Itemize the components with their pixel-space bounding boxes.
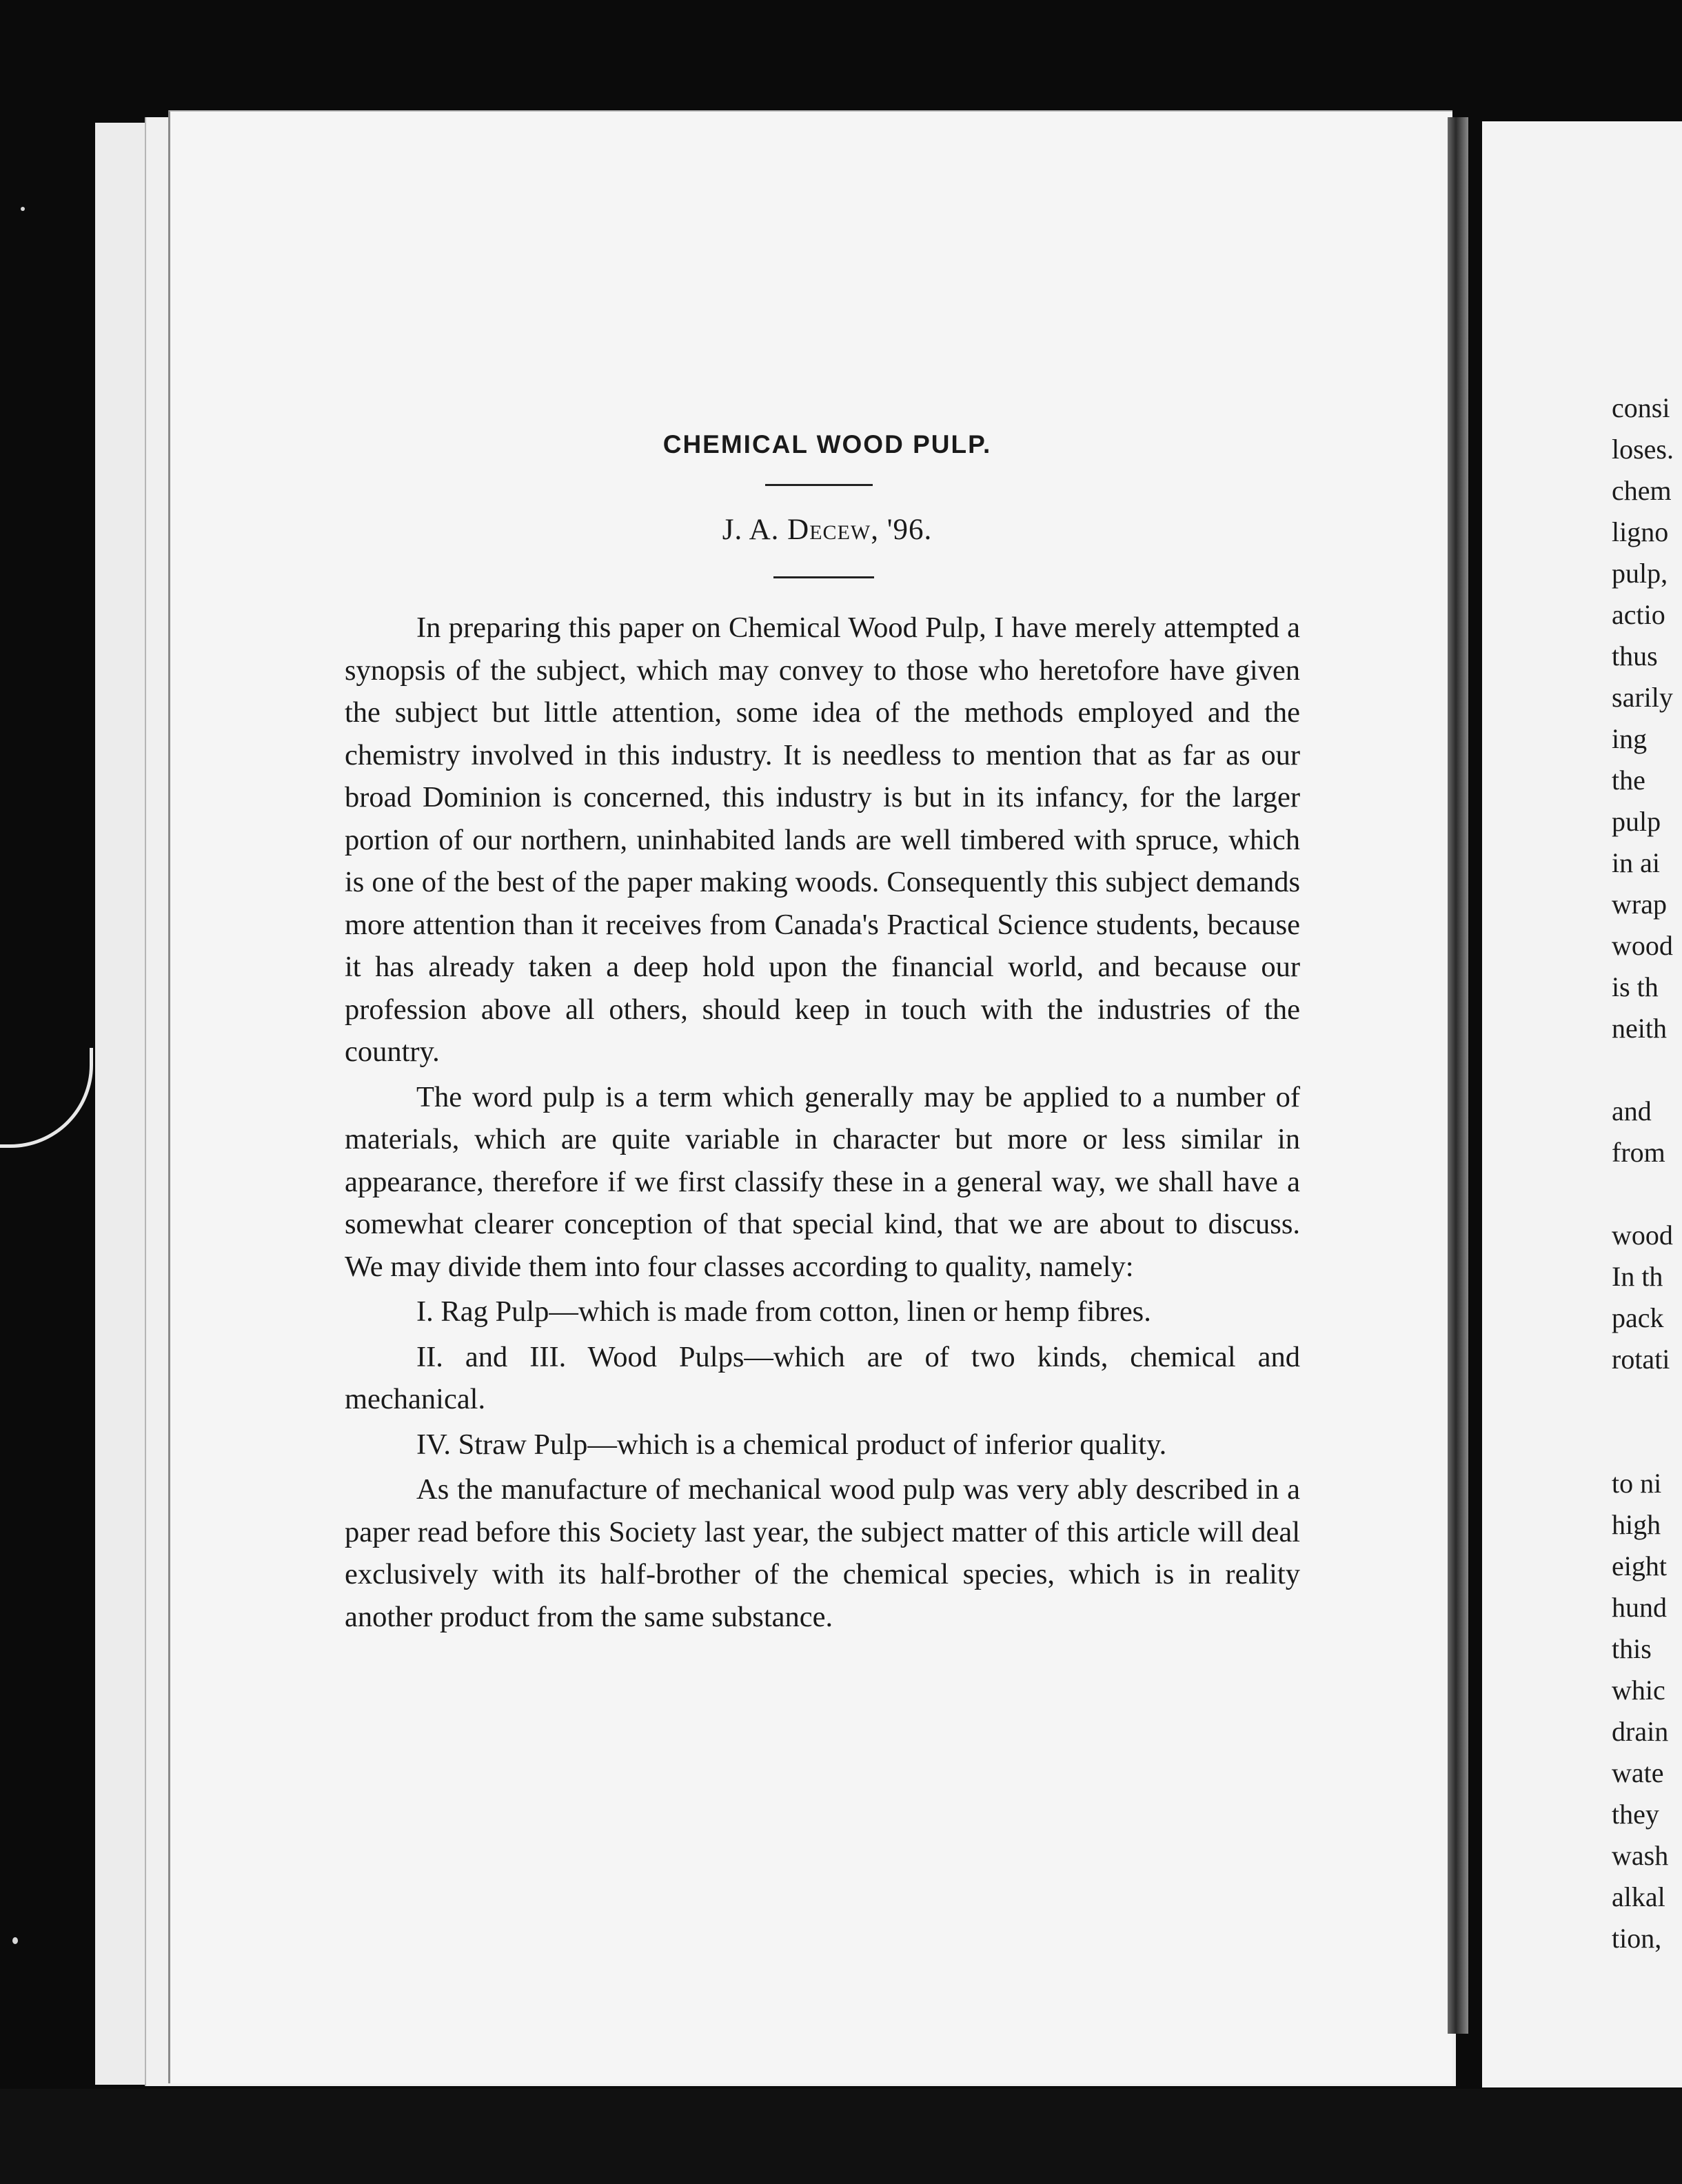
book-gutter (1448, 117, 1468, 2034)
facing-page-line: wood (1612, 1220, 1673, 1251)
facing-page-line: rotati (1612, 1344, 1670, 1375)
title-rule (765, 484, 873, 486)
facing-page-line: in ai (1612, 847, 1660, 878)
author-year: , '96. (871, 514, 933, 546)
facing-page-line: thus (1612, 640, 1658, 671)
facing-page-line: wood (1612, 930, 1673, 961)
facing-page-line: is th (1612, 971, 1659, 1002)
facing-page-line: hund (1612, 1592, 1667, 1623)
page-curl-edge (0, 1048, 93, 1148)
paragraph-intro: In preparing this paper on Chemical Wood Pulp, I have merely attempted a synopsis of the subject, which may convey to those who heretofore have given the subject but little attention, some idea of the methods employed and the chemistry involved in this industry. It is needless to mention that as far as our broad Dominion is concerned, this industry is but in its infancy, for the larger portion of our northern, uninhabited lands are well timbered with spruce, which is one of the best of the paper making woods. Consequently this subject demands more attention than it receives from Canada's Practical Science students, because it has already taken a deep hold upon the financial world, and because our profession above all others, should keep in touch with the industries of the country. (345, 611, 1300, 1068)
scan-speck (12, 1937, 18, 1944)
facing-page-line: pack (1612, 1302, 1664, 1333)
facing-page-line: they (1612, 1799, 1659, 1830)
facing-page-line: pulp (1612, 806, 1661, 837)
paragraph-rag-pulp: I. Rag Pulp—which is made from cotton, linen or hemp fibres. (416, 1295, 1151, 1328)
facing-page-line: from (1612, 1137, 1665, 1168)
facing-page-line: In th (1612, 1261, 1663, 1292)
facing-page-line: wash (1612, 1840, 1669, 1871)
facing-page-line: pulp, (1612, 558, 1668, 589)
facing-page-line: ing (1612, 723, 1648, 754)
article-body (345, 607, 1300, 1638)
article-title: CHEMICAL WOOD PULP. (662, 430, 992, 458)
author-rule (773, 576, 874, 578)
facing-page-line: wrap (1612, 889, 1667, 920)
facing-page-line: consi (1612, 392, 1670, 423)
paragraph-wood-pulps: II. and III. Wood Pulps—which are of two kinds, chemical and mechanical. (345, 1340, 1300, 1415)
facing-page-line: whic (1612, 1675, 1665, 1706)
paragraph-scope: As the manufacture of mechanical wood pulp was very ably described in a paper read before this Society last year, the subject matter of this article will deal exclusively with its half-brother of the chemical species, which is in reality another product from the same substance. (345, 1473, 1300, 1633)
facing-page-line: loses. (1612, 434, 1674, 465)
paragraph-classification: The word pulp is a term which generally may be applied to a number of materials, which are quite variable in character but more or less similar in appearance, therefore if we first classify these in a general way, we shall have a somewhat clearer conception of that special kind, that we are about to discuss. We may divide them into four classes according to quality, namely: (345, 1080, 1300, 1283)
facing-page-line: eight (1612, 1550, 1667, 1581)
facing-page-line: ligno (1612, 516, 1669, 547)
facing-page-line: to ni (1612, 1468, 1662, 1499)
facing-page-line: tion, (1612, 1923, 1662, 1954)
facing-page-line: drain (1612, 1716, 1669, 1747)
facing-page-line: actio (1612, 599, 1665, 630)
article-author (345, 513, 1310, 547)
facing-page-line: the (1612, 765, 1645, 796)
scan-bottom-border (0, 2089, 1682, 2184)
facing-page-line: and (1612, 1095, 1652, 1126)
paragraph-straw-pulp: IV. Straw Pulp—which is a chemical product of inferior quality. (416, 1428, 1167, 1461)
facing-page-line: this (1612, 1633, 1652, 1664)
scan-speck (21, 207, 25, 211)
facing-page-line: chem (1612, 475, 1672, 506)
facing-page-line: alkal (1612, 1881, 1665, 1912)
author-name: J. A. Decew (722, 514, 871, 546)
facing-page-line: wate (1612, 1757, 1664, 1788)
facing-page-line: high (1612, 1509, 1661, 1540)
facing-page-line: neith (1612, 1013, 1667, 1044)
facing-page-line: sarily (1612, 682, 1673, 713)
